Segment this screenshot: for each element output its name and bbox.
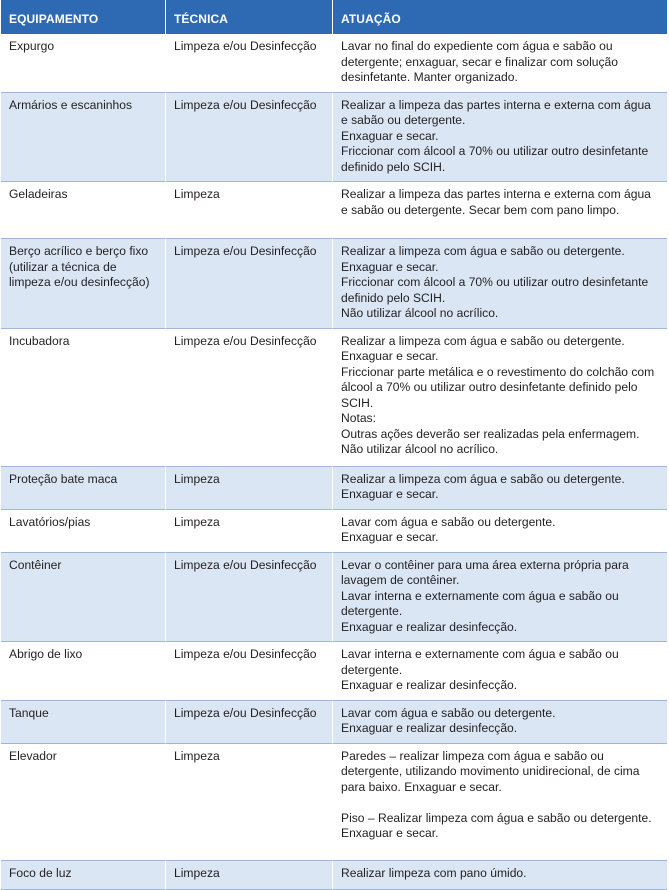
atuacao-line: Enxaguar e secar. — [341, 487, 439, 501]
atuacao-line: Friccionar parte metálica e o revestimento do colchão com álcool a 70% ou utilizar outro desinfetante definido pelo SCIH. — [341, 364, 658, 410]
atuacao-line: Não utilizar álcool no acrílico. — [341, 306, 499, 320]
atuacao-line: Lavar interna e externamente com água e sabão ou detergente. — [341, 588, 623, 618]
table-row — [1, 239, 667, 329]
atuacao-line: Piso – Realizar limpeza com água e sabão ou detergente. — [341, 810, 652, 825]
cell-tecnica: Limpeza e/ou Desinfecção — [166, 329, 333, 467]
atuacao-line: Enxaguar e realizar desinfecção. — [341, 619, 518, 634]
cell-atuacao — [333, 701, 667, 744]
cell-equipamento: Armários e escaninhos — [1, 93, 166, 183]
cell-atuacao — [333, 467, 667, 510]
cell-equipamento: Elevador — [1, 744, 166, 861]
atuacao-line: Friccionar com álcool a 70% ou utilizar outro desinfetante definido pelo SCIH. — [341, 144, 652, 174]
table-row — [1, 329, 667, 467]
cell-tecnica: Limpeza — [166, 510, 333, 553]
atuacao-line: Realizar limpeza com pano úmido. — [341, 865, 527, 880]
cleaning-table — [1, 0, 667, 890]
atuacao-line: Lavar interna e externamente com água e sabão ou detergente. — [341, 647, 623, 677]
atuacao-line: Lavar com água e sabão ou detergente. — [341, 514, 556, 529]
table-row — [1, 861, 667, 890]
atuacao-line: Realizar a limpeza das partes interna e externa com água e sabão ou detergente. — [341, 97, 655, 127]
atuacao-line: Levar o contêiner para uma área externa própria para lavagem de contêiner. — [341, 557, 633, 587]
cell-atuacao — [333, 182, 667, 239]
cell-atuacao — [333, 861, 667, 890]
header-equipamento: EQUIPAMENTO — [1, 0, 166, 34]
cell-atuacao — [333, 34, 667, 93]
atuacao-line: Lavar no final do expediente com água e sabão ou detergente; enxaguar, secar e finalizar com solução desinfetante. Manter organizado. — [341, 39, 622, 84]
table-body — [1, 34, 667, 890]
atuacao-line: Lavar com água e sabão ou detergente. — [341, 705, 556, 720]
cell-atuacao — [333, 553, 667, 643]
cell-tecnica: Limpeza e/ou Desinfecção — [166, 701, 333, 744]
atuacao-line: Enxaguar e secar. — [341, 259, 439, 274]
atuacao-line: Enxaguar e realizar desinfecção. — [341, 721, 518, 735]
table-row — [1, 642, 667, 701]
header-row — [1, 0, 667, 34]
cell-tecnica: Limpeza — [166, 744, 333, 861]
atuacao-line: Realizar a limpeza com água e sabão ou detergente. — [341, 333, 625, 348]
cell-tecnica: Limpeza — [166, 861, 333, 890]
cell-atuacao — [333, 93, 667, 183]
atuacao-line — [341, 795, 659, 811]
atuacao-line: Enxaguar e secar. — [341, 530, 439, 544]
cell-equipamento: Geladeiras — [1, 182, 166, 239]
table-row — [1, 467, 667, 510]
table-row — [1, 553, 667, 643]
table-header — [1, 0, 667, 34]
atuacao-line: Não utilizar álcool no acrílico. — [341, 442, 499, 456]
cell-equipamento: Expurgo — [1, 34, 166, 93]
cell-equipamento: Tanque — [1, 701, 166, 744]
table-row — [1, 182, 667, 239]
table-row — [1, 93, 667, 183]
cell-equipamento: Foco de luz — [1, 861, 166, 890]
atuacao-line: Realizar a limpeza das partes interna e externa com água e sabão ou detergente. Secar bem com pano limpo. — [341, 187, 655, 217]
table-row — [1, 34, 667, 93]
cell-atuacao — [333, 642, 667, 701]
atuacao-line: Outras ações deverão ser realizadas pela enfermagem. — [341, 426, 640, 441]
atuacao-line: Realizar a limpeza com água e sabão ou detergente. — [341, 471, 625, 486]
atuacao-line: Enxaguar e secar. — [341, 128, 439, 143]
cell-atuacao — [333, 510, 667, 553]
atuacao-line: Enxaguar e realizar desinfecção. — [341, 678, 518, 692]
cell-tecnica: Limpeza e/ou Desinfecção — [166, 93, 333, 183]
header-atuacao: ATUAÇÃO — [333, 0, 667, 34]
cell-atuacao — [333, 239, 667, 329]
cell-atuacao — [333, 744, 667, 861]
cell-atuacao — [333, 329, 667, 467]
table-row — [1, 701, 667, 744]
cell-equipamento: Berço acrílico e berço fixo (utilizar a técnica de limpeza e/ou desinfecção) — [1, 239, 166, 329]
atuacao-line: Realizar a limpeza com água e sabão ou detergente. — [341, 244, 625, 258]
cell-equipamento: Lavatórios/pias — [1, 510, 166, 553]
cell-equipamento: Abrigo de lixo — [1, 642, 166, 701]
atuacao-line: Paredes – realizar limpeza com água e sabão ou detergente, utilizando movimento unidirecional, de cima para baixo. Enxaguar e secar. — [341, 748, 643, 794]
atuacao-line: Notas: — [341, 411, 376, 425]
cell-tecnica: Limpeza e/ou Desinfecção — [166, 239, 333, 329]
cell-tecnica: Limpeza — [166, 467, 333, 510]
header-tecnica: TÉCNICA — [166, 0, 333, 34]
cell-equipamento: Contêiner — [1, 553, 166, 643]
atuacao-line: Friccionar com álcool a 70% ou utilizar outro desinfetante definido pelo SCIH. — [341, 275, 652, 305]
cell-tecnica: Limpeza e/ou Desinfecção — [166, 642, 333, 701]
cell-equipamento: Incubadora — [1, 329, 166, 467]
atuacao-line: Enxaguar e secar. — [341, 826, 439, 840]
atuacao-line: Enxaguar e secar. — [341, 349, 439, 363]
table-row — [1, 744, 667, 861]
cell-tecnica: Limpeza e/ou Desinfecção — [166, 34, 333, 93]
cell-equipamento: Proteção bate maca — [1, 467, 166, 510]
table-row — [1, 510, 667, 553]
cell-tecnica: Limpeza — [166, 182, 333, 239]
cell-tecnica: Limpeza e/ou Desinfecção — [166, 553, 333, 643]
